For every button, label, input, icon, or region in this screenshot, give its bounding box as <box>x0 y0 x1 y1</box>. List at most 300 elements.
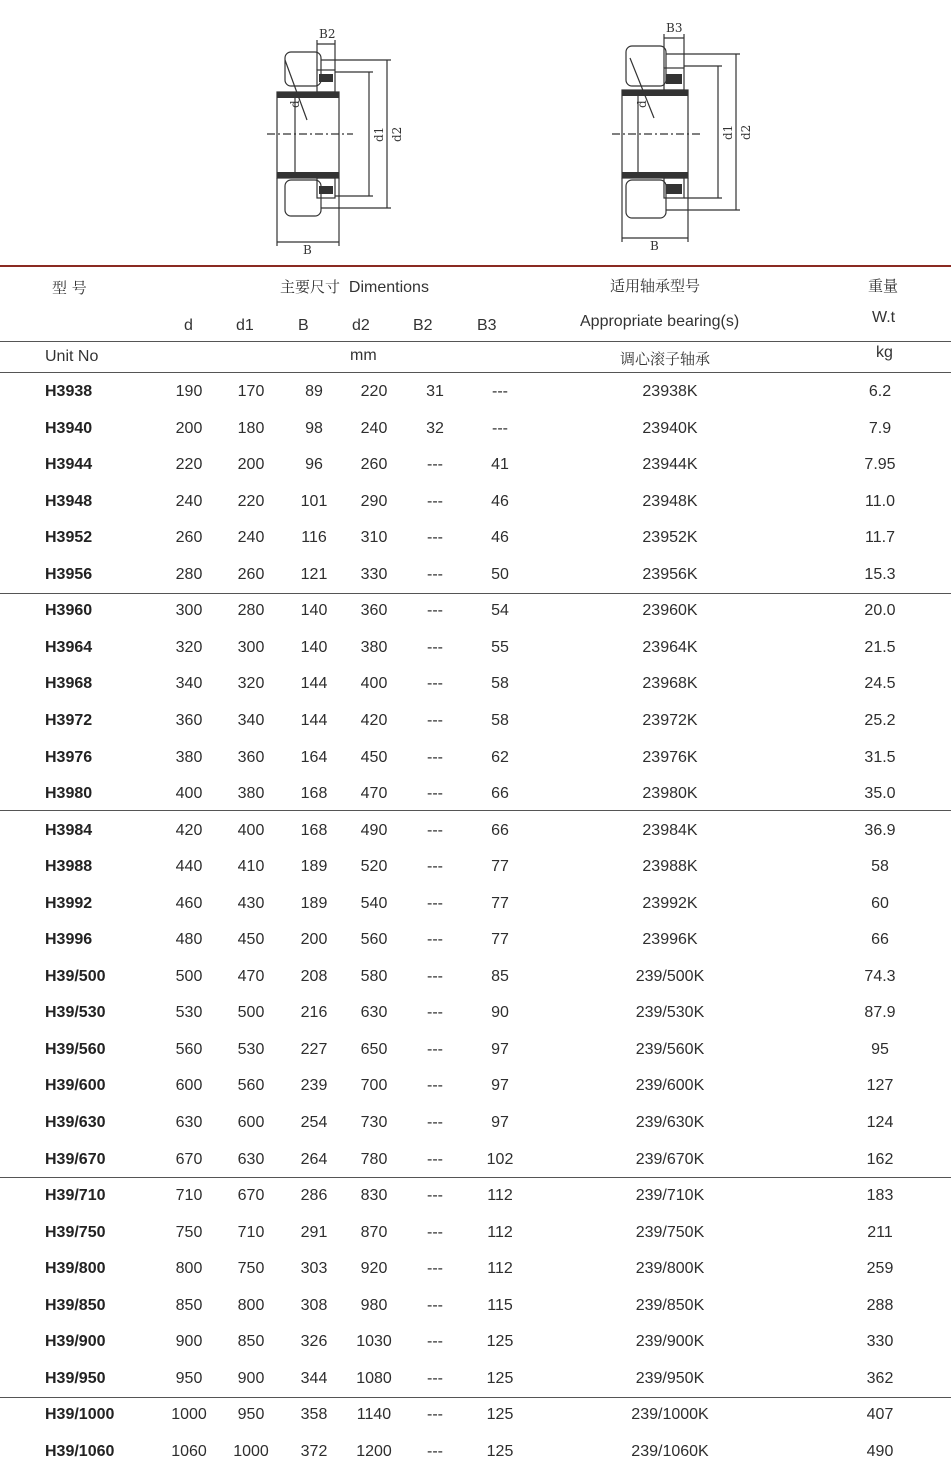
cell-d: 500 <box>175 967 203 985</box>
cell-b: 189 <box>300 894 328 912</box>
cell-d1: 530 <box>237 1040 265 1058</box>
cell-b2: --- <box>427 1187 443 1205</box>
cell-d: 950 <box>175 1369 203 1387</box>
cell-bearing: 23980K <box>642 785 698 803</box>
cell-b: 144 <box>300 675 328 693</box>
table-row <box>0 675 951 711</box>
cell-bearing: 239/500K <box>635 967 705 985</box>
cell-b: 303 <box>300 1260 328 1278</box>
cell-d2: 490 <box>360 821 388 839</box>
table-row <box>0 931 951 967</box>
cell-d2: 330 <box>360 565 388 583</box>
cell-b2: --- <box>427 858 443 876</box>
cell-unit: H3996 <box>45 931 93 949</box>
cell-bearing: 239/1060K <box>631 1442 709 1460</box>
cell-wt: 124 <box>866 1114 894 1131</box>
table-row <box>0 456 951 492</box>
cell-b2: --- <box>427 1150 443 1168</box>
cell-wt: 162 <box>866 1150 894 1168</box>
cell-d1: 850 <box>237 1333 265 1351</box>
cell-b3: 125 <box>486 1406 514 1424</box>
cell-wt: 24.5 <box>864 675 896 693</box>
cell-bearing: 23944K <box>642 456 698 474</box>
cell-bearing: 23988K <box>642 858 698 876</box>
cell-unit: H39/500 <box>45 967 106 985</box>
cell-b: 116 <box>301 529 327 547</box>
cell-bearing: 23976K <box>642 748 698 766</box>
cell-b3: 66 <box>491 785 509 803</box>
cell-unit: H3968 <box>45 675 93 693</box>
cell-d2: 220 <box>360 383 388 400</box>
cell-b3: 115 <box>487 1296 513 1314</box>
cell-wt: 362 <box>866 1369 894 1387</box>
cell-b2: --- <box>427 1296 443 1314</box>
header-top-rule <box>0 265 951 267</box>
cell-bearing: 239/670K <box>635 1150 705 1168</box>
cell-d: 710 <box>175 1187 203 1205</box>
cell-b3: 125 <box>486 1369 514 1387</box>
header-col-d1: d1 <box>236 317 254 334</box>
table-row <box>0 1333 951 1369</box>
cell-b2: --- <box>427 492 443 510</box>
cell-d1: 410 <box>237 858 265 876</box>
table-row <box>0 1224 951 1260</box>
cell-d2: 240 <box>360 419 388 437</box>
cell-d1: 630 <box>237 1150 265 1168</box>
cell-b: 189 <box>300 858 328 876</box>
cell-b2: --- <box>427 931 443 949</box>
right-d-label: d <box>635 100 649 108</box>
cell-b3: 125 <box>486 1442 514 1460</box>
cell-b: 144 <box>300 711 328 729</box>
table-row <box>0 529 951 565</box>
table-row <box>0 712 951 748</box>
cell-b: 358 <box>300 1406 328 1424</box>
cell-b: 140 <box>300 602 328 620</box>
cell-bearing: 23992K <box>642 894 698 912</box>
cell-unit: H39/560 <box>45 1040 106 1058</box>
cell-b3: 77 <box>491 894 509 912</box>
cell-bearing: 239/800K <box>635 1260 705 1278</box>
cell-b3: 102 <box>486 1150 514 1168</box>
cell-b: 140 <box>300 638 328 656</box>
cell-d2: 730 <box>360 1114 388 1131</box>
cell-wt: 66 <box>871 931 889 949</box>
table-row <box>0 1260 951 1296</box>
cell-d1: 380 <box>237 785 265 803</box>
cell-d: 220 <box>175 456 203 474</box>
cell-b: 101 <box>300 492 328 510</box>
cell-wt: 211 <box>867 1223 893 1241</box>
cell-wt: 183 <box>866 1187 894 1205</box>
cell-b2: --- <box>427 1333 443 1351</box>
cell-bearing: 23948K <box>642 492 698 510</box>
header-bearing-type-cn: 调心滚子轴承 <box>620 350 711 368</box>
cell-wt: 31.5 <box>864 748 896 766</box>
cell-d2: 1140 <box>356 1406 392 1424</box>
cell-d2: 380 <box>360 638 388 656</box>
cell-d: 480 <box>175 931 203 949</box>
cell-wt: 25.2 <box>864 711 896 729</box>
cell-b: 291 <box>300 1223 328 1241</box>
cell-d: 750 <box>175 1223 203 1241</box>
cell-wt: 87.9 <box>864 1004 896 1022</box>
cell-b2: --- <box>427 1369 443 1387</box>
cell-b3: 85 <box>491 967 509 985</box>
header-bearing-cn: 适用轴承型号 <box>610 277 701 295</box>
cell-d: 670 <box>175 1150 203 1168</box>
header-col-b3: B3 <box>477 317 497 334</box>
table-row <box>0 420 951 456</box>
header-kg: kg <box>876 344 893 361</box>
cell-b3: --- <box>492 419 508 437</box>
cell-unit: H39/670 <box>45 1150 106 1168</box>
cell-d: 200 <box>175 419 203 437</box>
table-row <box>0 785 951 821</box>
cell-d: 300 <box>175 602 203 620</box>
cell-wt: 490 <box>866 1442 894 1460</box>
cell-bearing: 239/950K <box>635 1369 705 1387</box>
cell-unit: H3976 <box>45 748 93 766</box>
table-row <box>0 858 951 894</box>
table-row <box>0 1406 951 1442</box>
cell-d2: 650 <box>360 1040 388 1058</box>
cell-b: 121 <box>300 565 328 583</box>
sleeve-diagram-right <box>600 0 770 262</box>
cell-b2: --- <box>427 748 443 766</box>
cell-d1: 320 <box>237 675 265 693</box>
right-d2-label: d2 <box>739 124 753 140</box>
header-dims-en: Dimentions <box>348 279 429 296</box>
cell-d1: 600 <box>237 1114 265 1131</box>
cell-d2: 1200 <box>356 1442 392 1460</box>
cell-wt: 74.3 <box>864 967 896 985</box>
left-d2-label: d2 <box>390 126 404 142</box>
cell-d1: 170 <box>237 383 265 400</box>
cell-b2: --- <box>427 565 443 583</box>
cell-d1: 710 <box>237 1223 265 1241</box>
cell-b3: 46 <box>491 529 509 547</box>
cell-b: 200 <box>300 931 328 949</box>
cell-b: 326 <box>300 1333 328 1351</box>
header-weight-en: W.t <box>872 309 896 326</box>
cell-wt: 35.0 <box>864 785 896 803</box>
cell-d1: 670 <box>237 1187 265 1205</box>
cell-b3: 66 <box>491 821 509 839</box>
cell-bearing: 23964K <box>642 638 698 656</box>
cell-b: 98 <box>305 419 323 437</box>
cell-d1: 300 <box>237 638 265 656</box>
cell-b3: 77 <box>491 858 509 876</box>
table-row <box>0 749 951 785</box>
cell-b3: 112 <box>487 1187 513 1205</box>
header-col-d: d <box>184 317 193 334</box>
cell-bearing: 239/900K <box>635 1333 705 1351</box>
cell-unit: H3992 <box>45 894 93 912</box>
cell-b3: 112 <box>487 1223 513 1241</box>
header-dimensions <box>280 276 429 297</box>
cell-d: 190 <box>175 383 203 400</box>
cell-bearing: 239/630K <box>635 1114 705 1131</box>
header-mm: mm <box>350 347 377 364</box>
cell-wt: 330 <box>866 1333 894 1351</box>
left-b2-label: B2 <box>319 27 336 41</box>
cell-b2: --- <box>427 894 443 912</box>
cell-unit: H3948 <box>45 492 93 510</box>
cell-d1: 280 <box>237 602 265 620</box>
cell-b3: 58 <box>491 711 509 729</box>
cell-wt: 259 <box>866 1260 894 1278</box>
cell-d2: 260 <box>360 456 388 474</box>
cell-b3: 46 <box>491 492 509 510</box>
cell-unit: H39/630 <box>45 1114 106 1131</box>
table-row <box>0 968 951 1004</box>
cell-b3: 97 <box>491 1077 509 1095</box>
cell-d2: 420 <box>360 711 388 729</box>
header-col-b: B <box>298 317 309 334</box>
cell-d: 260 <box>175 529 203 547</box>
table-row <box>0 822 951 858</box>
cell-d: 240 <box>175 492 203 510</box>
cell-unit: H3980 <box>45 785 93 803</box>
cell-b3: 54 <box>491 602 509 620</box>
cell-d: 420 <box>175 821 203 839</box>
table-row <box>0 1004 951 1040</box>
cell-unit: H3972 <box>45 711 93 729</box>
cell-d1: 750 <box>237 1260 265 1278</box>
cell-unit: H39/800 <box>45 1260 106 1278</box>
cell-d2: 700 <box>360 1077 388 1095</box>
cell-b2: --- <box>427 785 443 803</box>
cell-d2: 450 <box>360 748 388 766</box>
table-row <box>0 566 951 602</box>
cell-unit: H39/900 <box>45 1333 106 1351</box>
cell-d: 380 <box>175 748 203 766</box>
cell-b: 254 <box>300 1114 328 1131</box>
cell-d2: 580 <box>360 967 388 985</box>
cell-wt: 7.95 <box>864 456 896 474</box>
cell-d: 400 <box>175 785 203 803</box>
cell-d1: 560 <box>237 1077 265 1095</box>
cell-b2: --- <box>427 967 443 985</box>
header-unit-no: Unit No <box>45 348 99 365</box>
cell-b: 208 <box>300 967 328 985</box>
cell-b: 286 <box>300 1187 328 1205</box>
cell-d: 320 <box>175 638 203 656</box>
cell-b2: --- <box>427 1406 443 1424</box>
cell-b2: --- <box>427 529 443 547</box>
header-weight-cn: 重量 <box>868 277 899 295</box>
cell-unit: H3964 <box>45 638 93 656</box>
cell-unit: H39/600 <box>45 1077 106 1095</box>
cell-wt: 407 <box>866 1406 894 1424</box>
left-b-label: B <box>303 243 312 257</box>
cell-bearing: 23956K <box>642 565 698 583</box>
cell-d2: 980 <box>360 1296 388 1314</box>
cell-d2: 870 <box>360 1223 388 1241</box>
cell-wt: 11.7 <box>865 529 895 547</box>
table-row <box>0 1151 951 1187</box>
header-mid-rule <box>0 341 951 342</box>
cell-unit: H3984 <box>45 821 93 839</box>
cell-b: 239 <box>300 1077 328 1095</box>
cell-d2: 310 <box>360 529 388 547</box>
cell-b2: 32 <box>426 419 444 437</box>
cell-wt: 15.3 <box>864 565 896 583</box>
cell-d1: 260 <box>237 565 265 583</box>
cell-unit: H3952 <box>45 529 93 547</box>
cell-b: 372 <box>300 1442 328 1460</box>
cell-bearing: 239/750K <box>635 1223 705 1241</box>
cell-wt: 20.0 <box>864 602 896 620</box>
cell-d2: 920 <box>360 1260 388 1278</box>
cell-d: 530 <box>175 1004 203 1022</box>
header-bottom-rule <box>0 372 951 373</box>
cell-d2: 1080 <box>356 1369 392 1387</box>
cell-b: 308 <box>300 1296 328 1314</box>
cell-wt: 58 <box>871 858 889 876</box>
cell-b2: --- <box>427 1260 443 1278</box>
cell-b2: --- <box>427 675 443 693</box>
cell-bearing: 239/1000K <box>631 1406 709 1424</box>
cell-wt: 95 <box>871 1040 889 1058</box>
cell-unit: H3944 <box>45 456 93 474</box>
cell-b2: --- <box>427 602 443 620</box>
cell-bearing: 239/530K <box>635 1004 705 1022</box>
cell-unit: H3988 <box>45 858 93 876</box>
cell-b: 168 <box>300 785 328 803</box>
cell-d1: 1000 <box>233 1442 269 1460</box>
left-d1-label: d1 <box>372 126 386 142</box>
table-row <box>0 639 951 675</box>
cell-b3: 58 <box>491 675 509 693</box>
cell-d2: 520 <box>360 858 388 876</box>
cell-bearing: 23972K <box>642 711 698 729</box>
cell-unit: H39/950 <box>45 1369 106 1387</box>
right-d1-label: d1 <box>721 124 735 140</box>
cell-b: 216 <box>300 1004 328 1022</box>
cell-b2: --- <box>427 1077 443 1095</box>
cell-b: 344 <box>300 1369 328 1387</box>
cell-d: 1000 <box>171 1406 207 1424</box>
cell-d: 630 <box>175 1114 203 1131</box>
cell-b3: 90 <box>491 1004 509 1022</box>
table-row <box>0 1041 951 1077</box>
cell-b2: --- <box>427 1004 443 1022</box>
cell-b3: 50 <box>491 565 509 583</box>
cell-unit: H39/710 <box>45 1187 106 1205</box>
cell-b2: --- <box>427 711 443 729</box>
cell-d2: 360 <box>360 602 388 620</box>
cell-d: 1060 <box>171 1442 207 1460</box>
cell-b2: --- <box>427 456 443 474</box>
cell-d2: 400 <box>360 675 388 693</box>
cell-d1: 900 <box>237 1369 265 1387</box>
cell-d2: 780 <box>360 1150 388 1168</box>
cell-d1: 950 <box>237 1406 265 1424</box>
cell-bearing: 239/560K <box>635 1040 705 1058</box>
cell-unit: H39/850 <box>45 1296 106 1314</box>
cell-d2: 630 <box>360 1004 388 1022</box>
cell-b: 89 <box>305 383 323 400</box>
cell-d1: 200 <box>237 456 265 474</box>
cell-b2: --- <box>427 638 443 656</box>
cell-b2: --- <box>427 1223 443 1241</box>
table-row <box>0 1114 951 1150</box>
table-row <box>0 1077 951 1113</box>
cell-wt: 6.2 <box>868 383 892 400</box>
cell-bearing: 23996K <box>642 931 698 949</box>
cell-bearing: 239/600K <box>635 1077 705 1095</box>
cell-b: 96 <box>305 456 323 474</box>
cell-b3: 55 <box>491 638 509 656</box>
cell-bearing: 23952K <box>642 529 698 547</box>
cell-b2: --- <box>427 1114 443 1131</box>
cell-d: 460 <box>175 894 203 912</box>
cell-d: 850 <box>175 1296 203 1314</box>
cell-unit: H3940 <box>45 419 93 437</box>
header-col-b2: B2 <box>413 317 433 334</box>
header-bearing-en: Appropriate bearing(s) <box>580 313 740 330</box>
table-row <box>0 383 951 419</box>
cell-d: 340 <box>175 675 203 693</box>
cell-wt: 127 <box>866 1077 894 1095</box>
cell-b2: --- <box>427 1040 443 1058</box>
cell-d2: 470 <box>360 785 388 803</box>
cell-b: 168 <box>300 821 328 839</box>
cell-d2: 560 <box>360 931 388 949</box>
cell-wt: 7.9 <box>868 419 892 437</box>
cell-b3: 97 <box>491 1114 509 1131</box>
header-col-d2: d2 <box>352 317 370 334</box>
cell-unit: H39/750 <box>45 1223 106 1241</box>
table-row <box>0 493 951 529</box>
cell-bearing: 23938K <box>642 383 698 400</box>
cell-wt: 21.5 <box>864 638 896 656</box>
cell-d1: 360 <box>237 748 265 766</box>
header-dims-cn: 主要尺寸 <box>280 278 341 296</box>
left-d-label: d <box>288 100 302 108</box>
cell-d1: 340 <box>237 711 265 729</box>
table-row <box>0 895 951 931</box>
cell-bearing: 23960K <box>642 602 698 620</box>
cell-b3: 125 <box>486 1333 514 1351</box>
cell-d: 800 <box>175 1260 203 1278</box>
cell-wt: 36.9 <box>864 821 896 839</box>
cell-d1: 800 <box>237 1296 265 1314</box>
cell-b2: --- <box>427 1442 443 1460</box>
cell-b2: 31 <box>426 383 444 400</box>
sleeve-diagram-left <box>255 0 425 262</box>
cell-b3: 112 <box>487 1260 513 1278</box>
cell-bearing: 23940K <box>642 419 698 437</box>
cell-unit: H39/530 <box>45 1004 106 1022</box>
cell-unit: H3960 <box>45 602 93 620</box>
cell-wt: 60 <box>871 894 889 912</box>
cell-b3: 97 <box>491 1040 509 1058</box>
cell-d1: 240 <box>237 529 265 547</box>
cell-b: 164 <box>300 748 328 766</box>
cell-bearing: 23968K <box>642 675 698 693</box>
table-row <box>0 1370 951 1406</box>
cell-unit: H39/1060 <box>45 1442 115 1460</box>
cell-unit: H3938 <box>45 383 93 400</box>
cell-b3: 62 <box>491 748 509 766</box>
cell-bearing: 23984K <box>642 821 698 839</box>
cell-d1: 180 <box>237 419 265 437</box>
cell-d: 560 <box>175 1040 203 1058</box>
cell-d1: 430 <box>237 894 265 912</box>
